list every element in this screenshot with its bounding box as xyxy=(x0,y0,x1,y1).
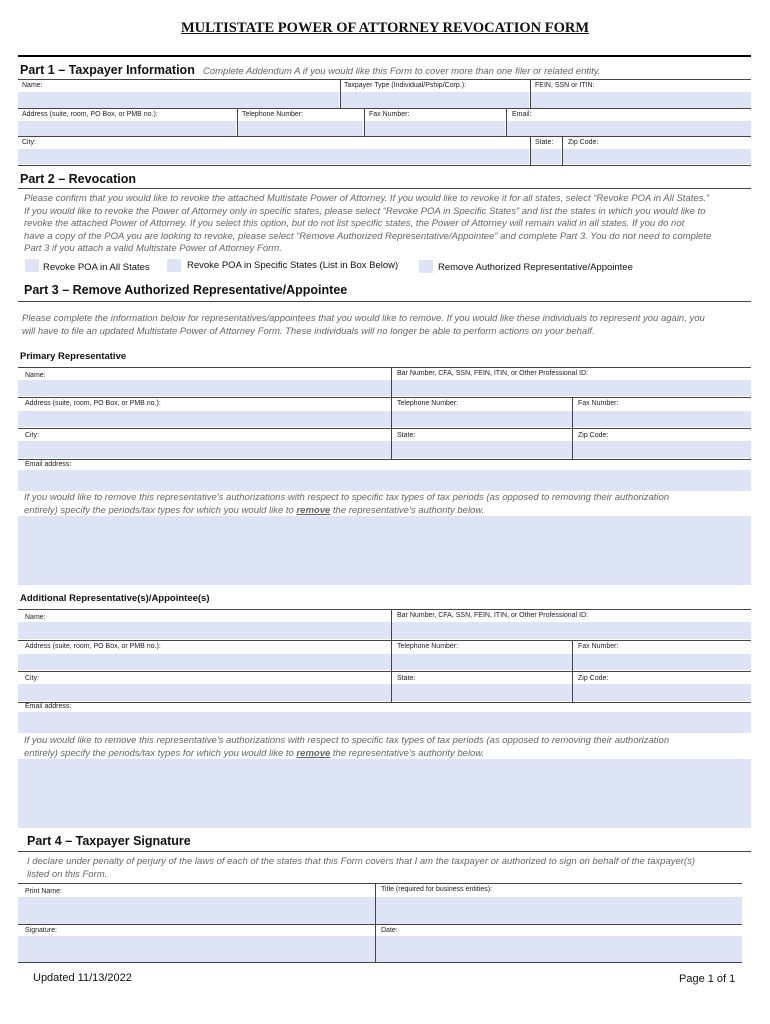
additional-city-input[interactable] xyxy=(18,684,391,701)
revoke-all-label: Revoke POA in All States xyxy=(43,262,150,273)
additional-address-input[interactable] xyxy=(18,654,391,670)
part3-text xyxy=(22,313,705,338)
fein-label: FEIN, SSN or ITIN: xyxy=(535,82,595,89)
additional-email-label: Email address: xyxy=(25,703,72,710)
additional-state-input[interactable] xyxy=(392,684,572,701)
primary-name-label: Name: xyxy=(25,372,46,379)
primary-name-input[interactable] xyxy=(18,380,391,396)
taxpayer-type-label: Taxpayer Type (Individual/Pship/Corp.): xyxy=(344,82,467,89)
taxpayer-state-input[interactable] xyxy=(531,149,561,164)
additional-address-label: Address (suite, room, PO Box, or PMB no.): xyxy=(25,643,161,650)
primary-city-label: City: xyxy=(25,432,39,439)
additional-city-label: City: xyxy=(25,675,39,682)
primary-authorization-note xyxy=(24,492,669,517)
revoke-all-checkbox[interactable] xyxy=(25,259,39,272)
additional-state-label: State: xyxy=(397,675,416,682)
taxpayer-email-input[interactable] xyxy=(507,121,751,136)
taxpayer-name-input[interactable] xyxy=(18,92,339,108)
title-label: Title (required for business entities): xyxy=(381,886,493,893)
additional-name-label: Name: xyxy=(25,614,46,621)
note-emphasis: remove xyxy=(296,504,331,516)
revoke-specific-label: Revoke POA in Specific States (List in Box Below) xyxy=(187,260,399,271)
text-line: I declare under penalty of perjury of the laws of each of the states that this Form covers that I am the taxpayer or authorized to sign on behalf of the taxpayer(s) xyxy=(27,856,695,867)
updated-date: Updated 11/13/2022 xyxy=(33,972,132,984)
text-line: have a copy of the POA you are looking to revoke, please select “Remove Authorized Representative/Appointee” and complete Part 3. You do not need to complete xyxy=(24,230,712,242)
part1-note: Complete Addendum A if you would like this Form to cover more than one filer or related entity. xyxy=(203,66,601,77)
additional-telephone-input[interactable] xyxy=(392,654,572,670)
divider xyxy=(18,962,742,963)
additional-email-input[interactable] xyxy=(18,712,751,733)
primary-state-label: State: xyxy=(397,432,416,439)
taxpayer-state-label: State: xyxy=(535,139,554,146)
note-text: entirely) specify the periods/tax types for which you would like to xyxy=(24,504,297,516)
revoke-specific-checkbox[interactable] xyxy=(167,259,181,272)
taxpayer-city-label: City: xyxy=(22,139,36,146)
taxpayer-name-label: Name: xyxy=(22,82,43,89)
primary-email-label: Email address: xyxy=(25,461,72,468)
additional-fax-label: Fax Number: xyxy=(578,643,619,650)
additional-authorization-textarea[interactable] xyxy=(18,759,751,828)
text-line: Please confirm that you would like to revoke the attached Multistate Power of Attorney. If you would like to revoke it for all states, select “Revoke POA in All States.” xyxy=(24,193,710,204)
remove-representative-label: Remove Authorized Representative/Appointee xyxy=(438,262,633,273)
title-input[interactable] xyxy=(376,897,742,924)
taxpayer-fax-label: Fax Number: xyxy=(369,111,410,118)
taxpayer-telephone-label: Telephone Number: xyxy=(242,111,304,118)
part3-heading: Part 3 – Remove Authorized Representative/Appointee xyxy=(24,283,348,297)
note-text: entirely) specify the periods/tax types for which you would like to xyxy=(24,747,297,759)
primary-state-input[interactable] xyxy=(392,441,572,458)
primary-representative-heading: Primary Representative xyxy=(20,351,127,362)
primary-telephone-input[interactable] xyxy=(392,411,572,427)
additional-representative-heading: Additional Representative(s)/Appointee(s) xyxy=(20,593,210,604)
signature-label: Signature: xyxy=(25,927,57,934)
divider xyxy=(18,702,751,703)
additional-authorization-note xyxy=(24,735,669,760)
divider xyxy=(18,108,751,109)
primary-address-label: Address (suite, room, PO Box, or PMB no.): xyxy=(25,400,161,407)
additional-zip-input[interactable] xyxy=(573,684,751,701)
divider xyxy=(18,188,751,189)
divider xyxy=(18,851,751,852)
text-line: If you would like to remove this representative’s authorizations with respect to specific tax types of tax periods (as opposed to removing their authorization xyxy=(24,735,670,746)
divider xyxy=(18,671,751,672)
date-input[interactable] xyxy=(376,936,742,962)
fein-input[interactable] xyxy=(531,92,751,108)
primary-fax-input[interactable] xyxy=(573,411,751,427)
primary-city-input[interactable] xyxy=(18,441,391,458)
primary-address-input[interactable] xyxy=(18,411,391,427)
primary-email-input[interactable] xyxy=(18,470,751,491)
divider xyxy=(18,79,751,80)
divider xyxy=(18,136,751,137)
part4-declaration xyxy=(27,856,695,881)
date-label: Date: xyxy=(381,927,398,934)
note-emphasis: remove xyxy=(296,747,331,759)
additional-bar-input[interactable] xyxy=(392,622,751,639)
taxpayer-zip-label: Zip Code: xyxy=(568,139,599,146)
taxpayer-address-label: Address (suite, room, PO Box, or PMB no.): xyxy=(22,111,158,118)
remove-representative-checkbox[interactable] xyxy=(419,260,433,273)
title-divider xyxy=(18,55,751,57)
primary-fax-label: Fax Number: xyxy=(578,400,619,407)
page-number: Page 1 of 1 xyxy=(679,973,736,985)
divider xyxy=(18,301,751,302)
part2-heading: Part 2 – Revocation xyxy=(20,172,137,186)
print-name-label: Print Name: xyxy=(25,888,62,895)
taxpayer-address-input[interactable] xyxy=(18,121,236,136)
additional-bar-label: Bar Number, CFA, SSN, FEIN, ITIN, or Other Professional ID: xyxy=(397,612,588,619)
part2-text xyxy=(24,193,711,256)
text-line: If you would like to remove this representative’s authorizations with respect to specific tax types of tax periods (as opposed to removing their authorization xyxy=(24,492,670,503)
part1-heading: Part 1 – Taxpayer Information xyxy=(20,63,195,77)
text-line: Please complete the information below for representatives/appointees that you would like to remove. If you would like these individuals to represent you again, you xyxy=(22,313,705,324)
text-line: will have to file an updated Multistate Power of Attorney Form. These individuals will no longer be able to perform actions on your behalf. xyxy=(22,325,595,337)
text-line: If you would like to revoke the Power of Attorney only in specific states, please select “Revoke POA in Specific States” and list the states in which you would like to xyxy=(24,205,706,217)
primary-bar-input[interactable] xyxy=(392,380,751,396)
note-text: the representative’s authority below. xyxy=(330,504,485,516)
primary-bar-label: Bar Number, CFA, SSN, FEIN, ITIN, or Other Professional ID: xyxy=(397,370,588,377)
divider xyxy=(18,367,751,368)
note-text: the representative’s authority below. xyxy=(330,747,485,759)
additional-zip-label: Zip Code: xyxy=(578,675,609,682)
divider xyxy=(18,165,751,166)
taxpayer-zip-input[interactable] xyxy=(563,149,751,164)
primary-zip-label: Zip Code: xyxy=(578,432,609,439)
taxpayer-fax-input[interactable] xyxy=(365,121,505,136)
divider xyxy=(18,397,751,398)
primary-zip-input[interactable] xyxy=(573,441,751,458)
primary-authorization-textarea[interactable] xyxy=(18,516,751,585)
print-name-input[interactable] xyxy=(18,897,375,924)
part4-heading: Part 4 – Taxpayer Signature xyxy=(27,834,191,848)
primary-telephone-label: Telephone Number: xyxy=(397,400,459,407)
text-line: Part 3 if you attach a valid Multistate Power of Attorney Form. xyxy=(24,243,282,254)
taxpayer-email-label: Email: xyxy=(512,111,532,118)
text-line: revoke the attached Power of Attorney. If you select this option, but do not list specific states, the Power of Attorney will remain valid in all states. If you do not xyxy=(24,218,685,229)
divider xyxy=(18,883,742,884)
taxpayer-type-input[interactable] xyxy=(341,92,529,108)
divider xyxy=(18,640,751,641)
divider xyxy=(18,609,751,610)
signature-input[interactable] xyxy=(18,936,375,962)
additional-name-input[interactable] xyxy=(18,622,391,639)
additional-telephone-label: Telephone Number: xyxy=(397,643,459,650)
taxpayer-city-input[interactable] xyxy=(18,149,529,164)
text-line: listed on this Form. xyxy=(27,868,108,880)
additional-fax-input[interactable] xyxy=(573,654,751,670)
divider xyxy=(18,459,751,460)
taxpayer-telephone-input[interactable] xyxy=(238,121,363,136)
divider xyxy=(18,924,742,925)
divider xyxy=(18,428,751,429)
form-title: MULTISTATE POWER OF ATTORNEY REVOCATION FORM xyxy=(180,20,590,36)
